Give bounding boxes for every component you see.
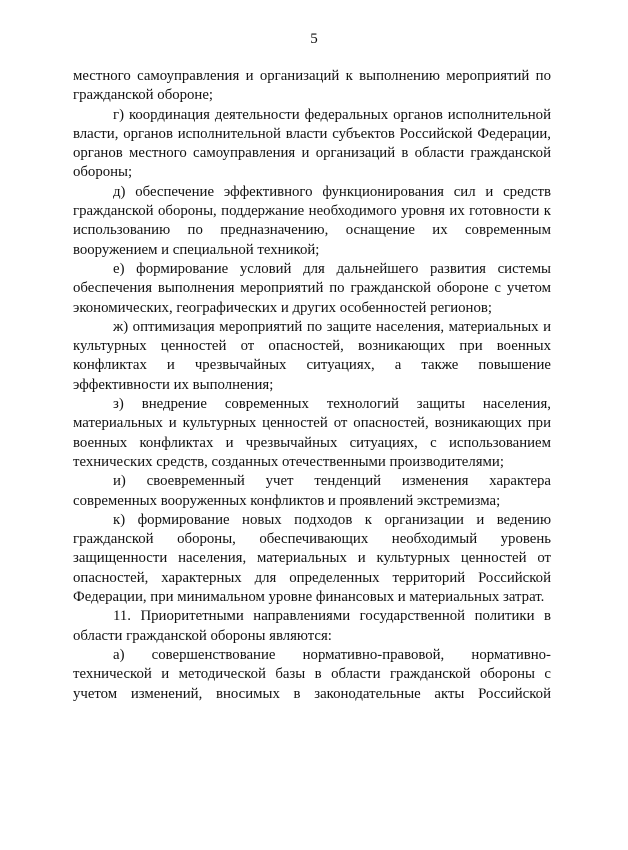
paragraph-item-zh: ж) оптимизация мероприятий по защите населения, материальных и культурных ценностей от опасностей, возникающих при военных конфликтах и чрезвычайных ситуациях, а также повышение эффективности их выполнения; [73,318,551,393]
paragraph-item-e: е) формирование условий для дальнейшего развития системы обеспечения выполнения мероприятий по гражданской обороне с учетом экономических, географических и других особенностей регионов; [73,260,551,316]
paragraph-item-a: а) совершенствование нормативно-правовой, нормативно-технической и методической базы в области гражданской обороны с учетом изменений, вносимых в законодательные акты Российской [73,646,551,702]
paragraph-item-z: з) внедрение современных технологий защиты населения, материальных и культурных ценностей от опасностей, возникающих при военных конфликтах и чрезвычайных ситуациях, с использованием технических средств, созданных отечественными производителями; [73,396,551,470]
document-body [73,67,551,704]
paragraph-item-i: и) своевременный учет тенденций изменения характера современных вооруженных конфликтов и проявлений экстремизма; [73,473,551,509]
paragraph-item-k: к) формирование новых подходов к организации и ведению гражданской обороны, обеспечивающих необходимый уровень защищенности населения, материальных и культурных ценностей от опасностей, характерных для определенных территорий Российской Федерации, при минимальном уровне финансовых и материальных затрат. [73,511,551,606]
page-number: 5 [310,31,318,47]
paragraph-item-d: д) обеспечение эффективного функционирования сил и средств гражданской обороны, поддержание необходимого уровня их готовности к использованию по предназначению, оснащение их современным вооружением и специальной техникой; [73,183,551,258]
paragraph-section-11: 11. Приоритетными направлениями государственной политики в области гражданской обороны являются: [73,608,551,644]
paragraph-continuation: местного самоуправления и организаций к выполнению мероприятий по гражданской обороне; [73,68,551,104]
paragraph-item-g: г) координация деятельности федеральных органов исполнительной власти, органов исполнительной власти субъектов Российской Федерации, органов местного самоуправления и организаций в области гражданской обороны; [73,106,551,181]
